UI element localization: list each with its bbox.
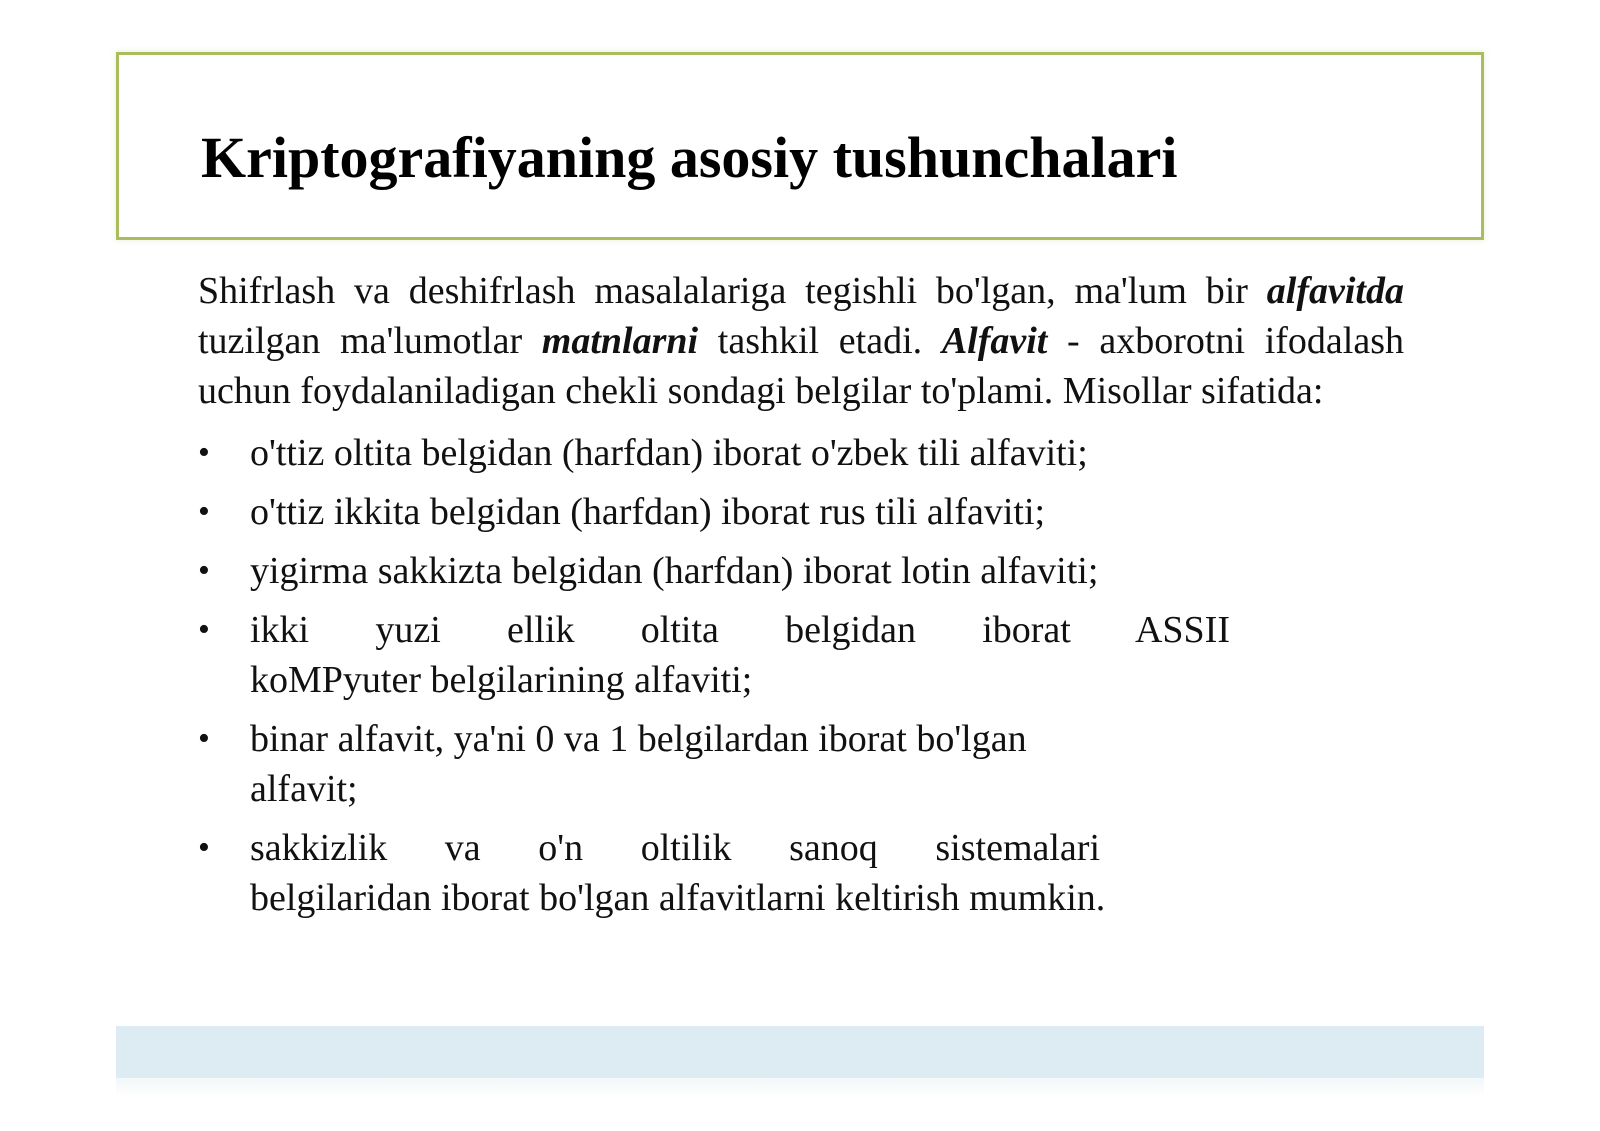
intro-text-1: Shifrlash va deshifrlash masalalariga tegishli bo'lgan, ma'lum bir <box>198 270 1248 312</box>
list-item <box>198 605 1404 705</box>
list-item <box>198 546 1404 596</box>
list-item-text-line2: koMPyuter belgilarining alfaviti; <box>250 659 753 701</box>
list-item <box>198 428 1404 478</box>
intro-text-4: - axborotni ifodalash uchun foydalaniladigan chekli sondagi belgilar to'plami. Misollar sifatida: <box>198 320 1404 412</box>
intro-paragraph <box>198 266 1404 416</box>
list-item-text-line2: alfavit; <box>250 768 358 810</box>
intro-text-2: tuzilgan ma'lumotlar <box>198 320 542 362</box>
list-item <box>198 487 1404 537</box>
bullet-icon: • <box>198 434 210 471</box>
page-title: Kriptografiyaning asosiy tushunchalari <box>201 125 1178 190</box>
title-box <box>116 52 1484 240</box>
list-item-text: yigirma sakkizta belgidan (harfdan) iborat lotin alfaviti; <box>250 550 1099 592</box>
bullet-icon: • <box>198 611 210 648</box>
list-item-text-line2: belgilaridan iborat bo'lgan alfavitlarni keltirish mumkin. <box>250 877 1106 919</box>
list-item-text-line1: sakkizlik va o'n oltilik sanoq sistemalari <box>250 827 1100 869</box>
list-item-text-line1: ikki yuzi ellik oltita belgidan iborat ASSII <box>250 609 1230 651</box>
list-item <box>198 714 1404 814</box>
list-item-text: o'ttiz oltita belgidan (harfdan) iborat o'zbek tili alfaviti; <box>250 432 1088 474</box>
footer-band <box>116 1026 1484 1078</box>
bullet-icon: • <box>198 493 210 530</box>
slide-body <box>198 266 1404 932</box>
intro-text-3: tashkil etadi. <box>698 320 942 362</box>
bullet-icon: • <box>198 552 210 589</box>
list-item-text-line1: binar alfavit, ya'ni 0 va 1 belgilardan iborat bo'lgan <box>250 718 1027 760</box>
alphabet-examples-list <box>198 428 1404 923</box>
bullet-icon: • <box>198 829 210 866</box>
footer-shadow <box>116 1078 1484 1098</box>
list-item <box>198 823 1404 923</box>
bullet-icon: • <box>198 720 210 757</box>
keyword-alfavitda: alfavitda <box>1266 270 1404 312</box>
keyword-matnlarni: matnlarni <box>541 320 699 362</box>
list-item-text: o'ttiz ikkita belgidan (harfdan) iborat rus tili alfaviti; <box>250 491 1046 533</box>
keyword-alfavit: Alfavit <box>941 320 1048 362</box>
